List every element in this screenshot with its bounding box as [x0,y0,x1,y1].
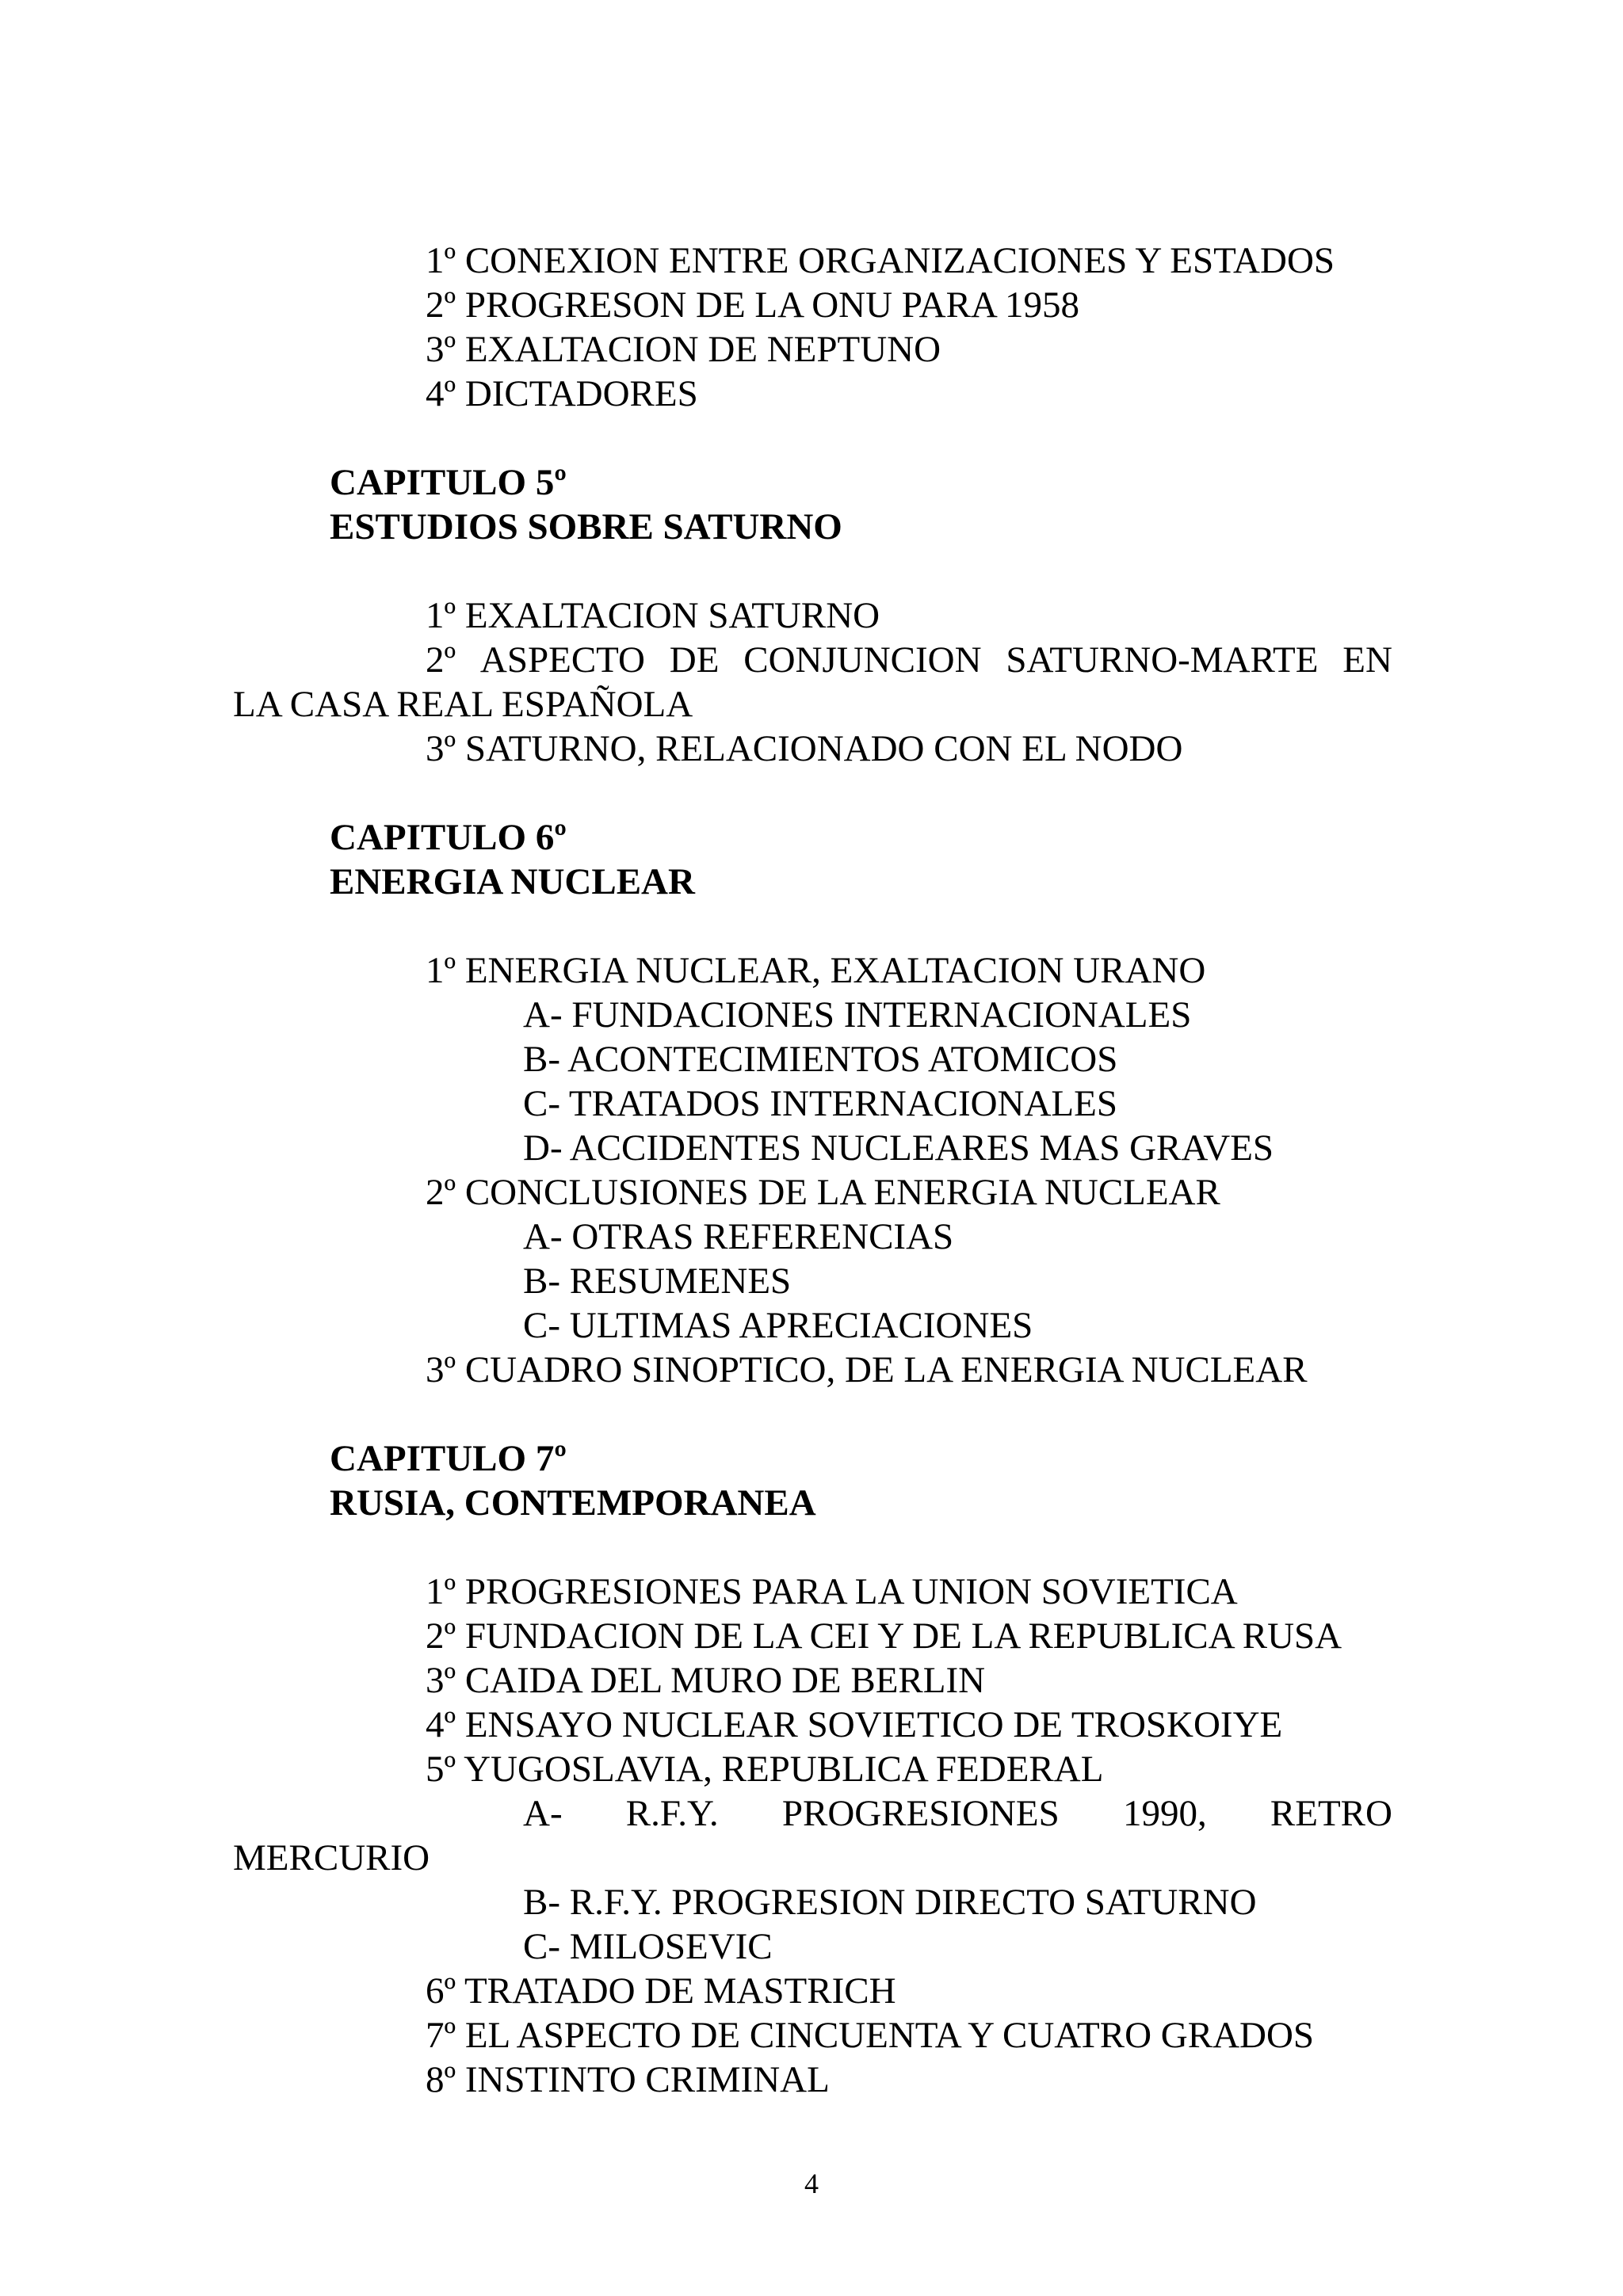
chapter-heading: CAPITULO 6º [330,817,567,858]
toc-item-justified [426,638,1392,682]
toc-item: 4º ENSAYO NUCLEAR SOVIETICO DE TROSKOIYE [426,1704,1283,1745]
toc-subitem: B- R.F.Y. PROGRESION DIRECTO SATURNO [523,1882,1257,1923]
toc-subitem-continuation: MERCURIO [233,1837,430,1878]
toc-subitem: B- ACONTECIMIENTOS ATOMICOS [523,1039,1118,1080]
toc-item: 1º PROGRESIONES PARA LA UNION SOVIETICA [426,1571,1238,1612]
toc-item: 2º CONCLUSIONES DE LA ENERGIA NUCLEAR [426,1172,1220,1213]
toc-subitem: A- OTRAS REFERENCIAS [523,1216,954,1257]
word: 1990, [1122,1793,1207,1834]
page-number: 4 [804,2168,819,2199]
toc-item: 6º TRATADO DE MASTRICH [426,1970,896,2012]
word: PROGRESIONES [781,1793,1060,1834]
toc-item: 7º EL ASPECTO DE CINCUENTA Y CUATRO GRADOS [426,2015,1315,2056]
toc-item-continuation: LA CASA REAL ESPAÑOLA [233,684,693,725]
word: RETRO [1270,1793,1392,1834]
chapter-title: RUSIA, CONTEMPORANEA [330,1482,816,1524]
toc-item: 1º CONEXION ENTRE ORGANIZACIONES Y ESTADOS [426,240,1335,281]
chapter-title: ENERGIA NUCLEAR [330,861,695,902]
toc-item: 2º FUNDACION DE LA CEI Y DE LA REPUBLICA RUSA [426,1615,1342,1657]
word: ASPECTO [479,639,645,681]
word: A- [523,1793,563,1834]
toc-item: 1º ENERGIA NUCLEAR, EXALTACION URANO [426,950,1206,991]
toc-subitem: D- ACCIDENTES NUCLEARES MAS GRAVES [523,1127,1274,1169]
toc-subitem-justified [523,1791,1392,1836]
toc-item: 5º YUGOSLAVIA, REPUBLICA FEDERAL [426,1749,1104,1790]
toc-item: 3º CAIDA DEL MURO DE BERLIN [426,1660,986,1701]
toc-item: 4º DICTADORES [426,373,698,414]
toc-subitem: C- TRATADOS INTERNACIONALES [523,1083,1117,1124]
word: SATURNO-MARTE [1006,639,1319,681]
word: DE [669,639,720,681]
word: CONJUNCION [743,639,982,681]
toc-item: 2º PROGRESON DE LA ONU PARA 1958 [426,284,1080,326]
toc-item: 3º SATURNO, RELACIONADO CON EL NODO [426,728,1183,769]
word: EN [1342,639,1392,681]
toc-subitem: A- FUNDACIONES INTERNACIONALES [523,994,1192,1035]
toc-subitem: C- ULTIMAS APRECIACIONES [523,1305,1033,1346]
toc-item: 8º INSTINTO CRIMINAL [426,2059,830,2100]
toc-item: 3º EXALTACION DE NEPTUNO [426,329,941,370]
word: R.F.Y. [625,1793,719,1834]
chapter-title: ESTUDIOS SOBRE SATURNO [330,506,842,547]
toc-item: 3º CUADRO SINOPTICO, DE LA ENERGIA NUCLEAR [426,1349,1308,1390]
chapter-heading: CAPITULO 5º [330,462,567,503]
chapter-heading: CAPITULO 7º [330,1438,567,1479]
toc-item: 1º EXALTACION SATURNO [426,595,880,636]
toc-subitem: B- RESUMENES [523,1261,792,1302]
toc-subitem: C- MILOSEVIC [523,1926,773,1967]
word: 2º [426,639,456,681]
